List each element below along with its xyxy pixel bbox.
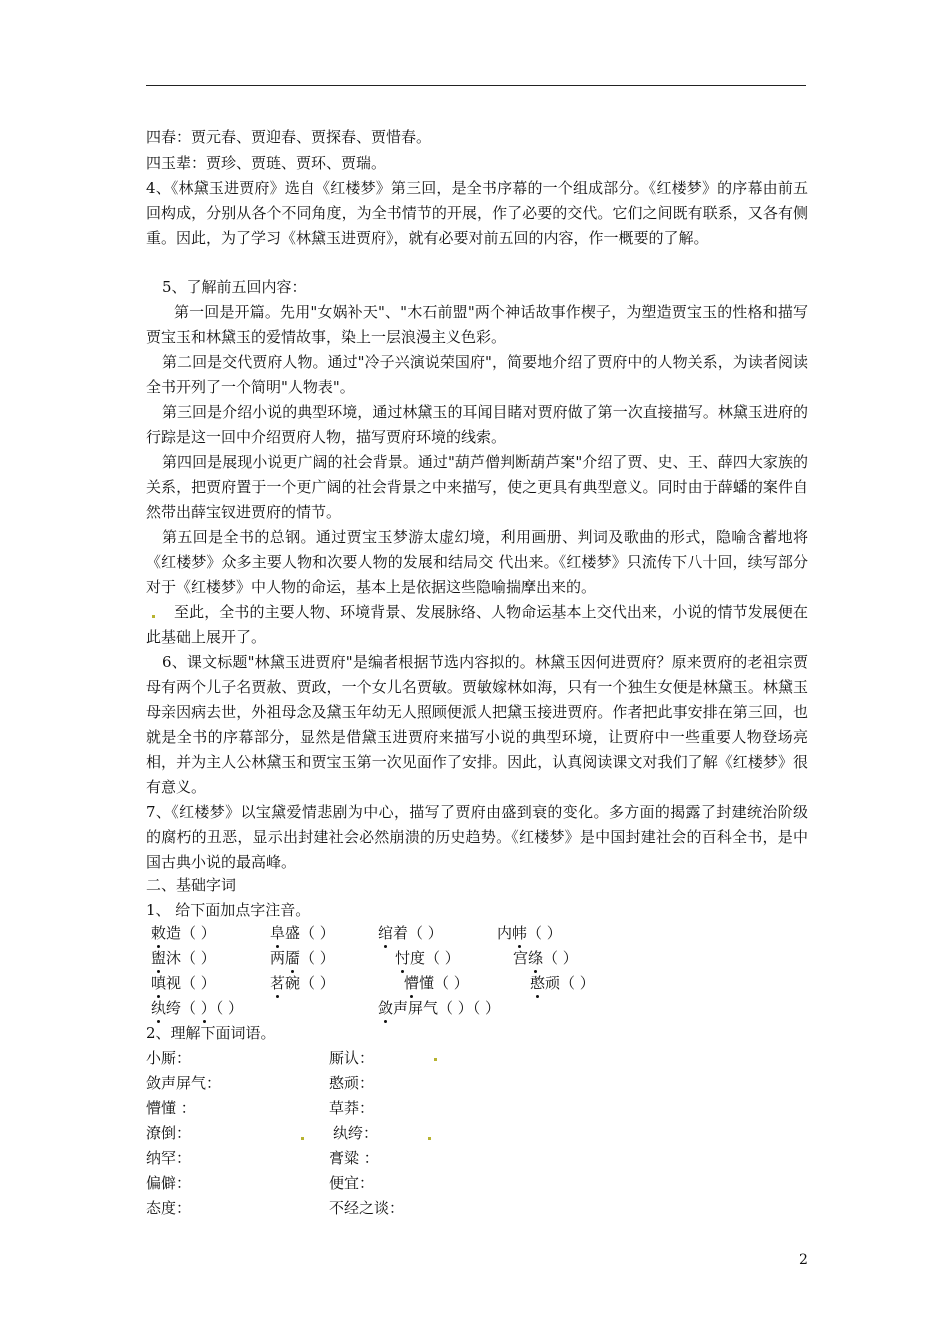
decorative-mark <box>152 615 155 618</box>
vocab-caomang: 草莽： <box>329 1099 375 1117</box>
pinyin-item-fusheng: 阜盛（ ） <box>270 924 335 942</box>
question-2: 2、理解下面词语。 <box>146 1024 276 1042</box>
vocab-liaodao: 潦倒： <box>146 1124 192 1142</box>
paragraph-7: 7、《红楼梦》以宝黛爱情悲剧为中心，描写了贾府由盛到衰的变化。多方面的揭露了封建统治阶级的腐朽的丑恶，显示出封建社会必然崩溃的历史趋势。《红楼梦》是中国封建社会的百科全书，是中国古典小说的最高峰。 <box>146 803 808 871</box>
vocab-pianpi: 偏僻： <box>146 1174 192 1192</box>
paragraph-chapter-1: 第一回是开篇。先用"女娲补天"、"木石前盟"两个神话故事作楔子，为塑造贾宝玉的性格和描写贾宝玉和林黛玉的爱情故事，染上一层浪漫主义色彩。 <box>146 303 808 346</box>
vocab-gaoliang: 膏粱 ： <box>329 1149 379 1167</box>
vocab-xiaosi: 小厮： <box>146 1049 192 1067</box>
vocab-nahan: 纳罕： <box>146 1149 192 1167</box>
pinyin-item-chizao: 敕造（ ） <box>151 924 216 942</box>
decorative-mark <box>434 1058 437 1061</box>
paragraph-6: 6、课文标题"林黛玉进贾府"是编者根据节选内容拟的。林黛玉因何进贾府？原来贾府的老祖宗贾母有两个儿子名贾赦、贾政，一个女儿名贾敏。贾敏嫁林如海，只有一个独生女便是林黛玉。林黛玉母亲因病去世，外祖母念及黛玉年幼无人照顾便派人把黛玉接进贾府。作者把此事安排在第三回，也就是全书的序幕部分，显然是借黛玉进贾府来描写小说的典型环境，让贾府中一些重要人物登场亮相，并为主人公林黛玉和贾宝玉第一次见面作了安排。因此，认真阅读课文对我们了解《红楼梦》很有意义。 <box>146 653 808 796</box>
pinyin-item-lianshengbingqi: 敛声屏气（ ）（ ） <box>378 999 501 1017</box>
vocab-wanku: 纨绔： <box>333 1124 379 1142</box>
vocab-taidu: 态度： <box>146 1199 192 1217</box>
paragraph-chapter-4: 第四回是展现小说更广阔的社会背景。通过"葫芦僧判断葫芦案"介绍了贾、史、王、薛四大家族的关系，把贾府置于一个更广阔的社会背景之中来描写，使之更具有典型意义。同时由于薛蟠的案件自然带出薛宝钗进贾府的情节。 <box>146 453 808 521</box>
question-1: 1、 给下面加点字注音。 <box>146 901 311 919</box>
decorative-mark <box>428 1137 431 1140</box>
pinyin-item-chenshi: 嗔视（ ） <box>151 974 216 992</box>
vocab-pianyi: 便宜： <box>329 1174 375 1192</box>
pinyin-item-mengdong: 懵懂（ ） <box>404 974 469 992</box>
decorative-mark <box>301 1137 304 1140</box>
text-line-four-yu: 四玉辈：贾珍、贾琏、贾环、贾瑞。 <box>146 154 387 172</box>
text-line-four-chun: 四春：贾元春、贾迎春、贾探春、贾惜春。 <box>146 128 432 146</box>
pinyin-item-wanzhe: 绾着（ ） <box>378 924 443 942</box>
pinyin-item-liangye: 两靥（ ） <box>270 949 335 967</box>
header-rule <box>146 85 806 86</box>
pinyin-item-wanku: 纨绔（ ）（ ） <box>151 999 244 1017</box>
paragraph-chapter-3: 第三回是介绍小说的典型环境，通过林黛玉的耳闻目睹对贾府做了第一次直接描写。林黛玉进府的行踪是这一回中介绍贾府人物，描写贾府环境的线索。 <box>146 403 808 446</box>
paragraph-4: 4、《林黛玉进贾府》选自《红楼梦》第三回，是全书序幕的一个组成部分。《红楼梦》的序幕由前五回构成，分别从各个不同角度，为全书情节的开展，作了必要的交代。它们之间既有联系，又各有侧重。因此，为了学习《林黛玉进贾府》，就有必要对前五回的内容，作一概要的了解。 <box>146 179 808 247</box>
pinyin-item-cunduo: 忖度（ ） <box>395 949 460 967</box>
pinyin-item-neiwei: 内帏（ ） <box>497 924 562 942</box>
paragraph-chapter-2: 第二回是交代贾府人物。通过"冷子兴演说荣国府"，简要地介绍了贾府中的人物关系，为读者阅读全书开列了一个简明"人物表"。 <box>146 353 808 396</box>
vocab-hanwan: 憨顽： <box>329 1074 375 1092</box>
pinyin-item-gongtao: 宫绦（ ） <box>513 949 578 967</box>
page-number: 2 <box>799 1252 808 1268</box>
vocab-lianshengbingqi: 敛声屏气： <box>146 1074 222 1092</box>
vocab-bujingzhitan: 不经之谈： <box>329 1199 405 1217</box>
vocab-siren: 厮认： <box>329 1049 375 1067</box>
vocab-mengdong: 懵懂 ： <box>146 1099 196 1117</box>
pinyin-item-hanwan: 憨顽（ ） <box>530 974 595 992</box>
paragraph-chapter-5: 第五回是全书的总钢。通过贾宝玉梦游太虚幻境，利用画册、判词及歌曲的形式，隐喻含蓄地将《红楼梦》众多主要人物和次要人物的发展和结局交 代出来。《红楼梦》只流传下八十回，续写部分对于《红楼梦》中人物的命运，基本上是依据这些隐喻揣摩出来的。 <box>146 528 808 596</box>
heading-basic-words: 二、基础字词 <box>146 876 237 894</box>
pinyin-item-guanmu: 盥沐（ ） <box>151 949 216 967</box>
paragraph-summary: 至此，全书的主要人物、环境背景、发展脉络、人物命运基本上交代出来，小说的情节发展便在此基础上展开了。 <box>146 603 808 646</box>
pinyin-item-mingwan: 茗碗（ ） <box>270 974 335 992</box>
heading-5: 5、了解前五回内容： <box>162 278 307 296</box>
